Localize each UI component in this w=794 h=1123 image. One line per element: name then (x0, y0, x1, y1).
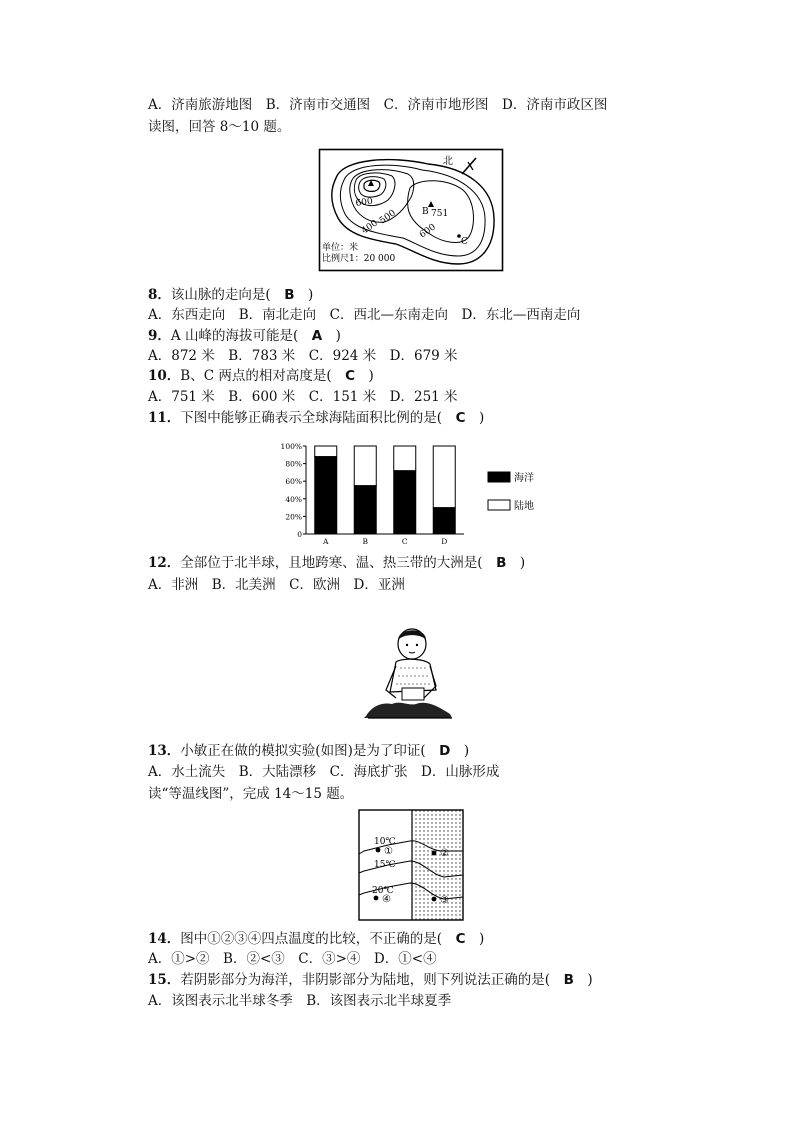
y-tick-label: 80% (285, 459, 302, 469)
bar-A-海洋 (315, 457, 337, 534)
x-tick-label: A (323, 537, 329, 546)
point-2-label: ② (440, 848, 449, 859)
contour-label-600: 600 (355, 196, 374, 209)
answer-8: B (284, 287, 295, 303)
answer-9: A (311, 328, 323, 344)
contour-map (318, 148, 504, 272)
answer-10: C (345, 368, 356, 384)
q9-options: A．872 米 B．783 米 C．924 米 D．679 米 (148, 348, 458, 364)
question-13: 13．小敏正在做的模拟实验(如图)是为了印证( D ) (148, 743, 470, 759)
bar-B-陆地 (354, 446, 376, 486)
q15-options: A．该图表示北半球冬季 B．该图表示北半球夏季 (148, 993, 452, 1009)
question-12: 12．全部位于北半球，且地跨寒、温、热三带的大洲是( B ) (148, 555, 526, 571)
point-3-label: ③ (440, 895, 449, 906)
isotherm-map (358, 809, 464, 921)
land-sea-bar-chart (276, 438, 546, 550)
question-8: 8．该山脉的走向是( B ) (148, 287, 314, 303)
question-15: 15．若阴影部分为海洋，非阴影部分为陆地，则下列说法正确的是( B ) (148, 972, 593, 988)
sea-shading (412, 810, 463, 920)
q14-15-intro: 读“等温线图”，完成 14～15 题。 (148, 786, 354, 802)
q7-options: A．济南旅游地图 B．济南市交通图 C．济南市地形图 D．济南市政区图 (148, 97, 608, 113)
question-9: 9．A 山峰的海拔可能是( A ) (148, 328, 341, 344)
bar-D-陆地 (433, 446, 455, 508)
q8-10-intro: 读图，回答 8～10 题。 (148, 119, 291, 135)
point-2 (432, 851, 437, 856)
question-11: 11．下图中能够正确表示全球海陆面积比例的是( C ) (148, 410, 485, 426)
answer-14: C (455, 931, 466, 947)
boy-experiment-illustration (360, 620, 460, 724)
point-1 (376, 848, 381, 853)
x-tick-label: C (401, 537, 408, 546)
contour-label-500: 500 (377, 208, 398, 227)
north-label: 北 (443, 156, 453, 167)
bar-A-陆地 (315, 446, 337, 457)
point-4-label: ④ (382, 894, 391, 905)
bar-C-海洋 (394, 471, 416, 534)
x-tick-label: D (441, 537, 448, 546)
isotherm-10-label: 10℃ (374, 837, 396, 847)
legend-label: 陆地 (514, 501, 534, 512)
y-tick-label: 20% (285, 512, 302, 522)
bar-B-海洋 (354, 486, 376, 534)
legend-label: 海洋 (514, 473, 534, 484)
legend-swatch-陆地 (488, 500, 510, 510)
point-1-label: ① (384, 846, 393, 857)
q13-options: A．水土流失 B．大陆漂移 C．海底扩张 D．山脉形成 (148, 764, 500, 780)
q8-options: A．东西走向 B．南北走向 C．西北—东南走向 D．东北—西南走向 (148, 307, 581, 323)
point-4 (374, 896, 379, 901)
legend-swatch-海洋 (488, 472, 510, 482)
isotherm-15-label: 15℃ (374, 860, 396, 870)
y-tick-label: 0 (297, 530, 302, 539)
point-3 (432, 897, 437, 902)
y-tick-label: 40% (285, 494, 302, 504)
point-c-label: C (461, 237, 468, 247)
unit-label: 单位：米 (322, 243, 359, 253)
answer-12: B (496, 555, 507, 571)
isotherm-20-label: 20℃ (372, 886, 394, 896)
contour-label-400: 400 (359, 218, 380, 237)
y-tick-label: 100% (280, 442, 302, 451)
q14-options: A．①>② B．②<③ C．③>④ D．①<④ (148, 951, 437, 967)
bar-D-海洋 (433, 508, 455, 534)
x-tick-label: B (362, 537, 369, 546)
answer-15: B (563, 972, 574, 988)
contour-label-600b: 600 (417, 222, 438, 241)
q12-options: A．非洲 B．北美洲 C．欧洲 D．亚洲 (148, 577, 405, 593)
peak-b-height: 751 (431, 209, 449, 219)
answer-13: D (439, 743, 451, 759)
peak-b-label: B (422, 207, 429, 217)
q10-options: A．751 米 B．600 米 C．151 米 D．251 米 (148, 389, 458, 405)
y-tick-label: 60% (285, 477, 302, 487)
bar-C-陆地 (394, 446, 416, 471)
question-10: 10．B、C 两点的相对高度是( C ) (148, 368, 374, 384)
scale-label: 比例尺1：20 000 (322, 254, 396, 264)
answer-11: C (455, 410, 466, 426)
question-14: 14．图中①②③④四点温度的比较，不正确的是( C ) (148, 931, 485, 947)
